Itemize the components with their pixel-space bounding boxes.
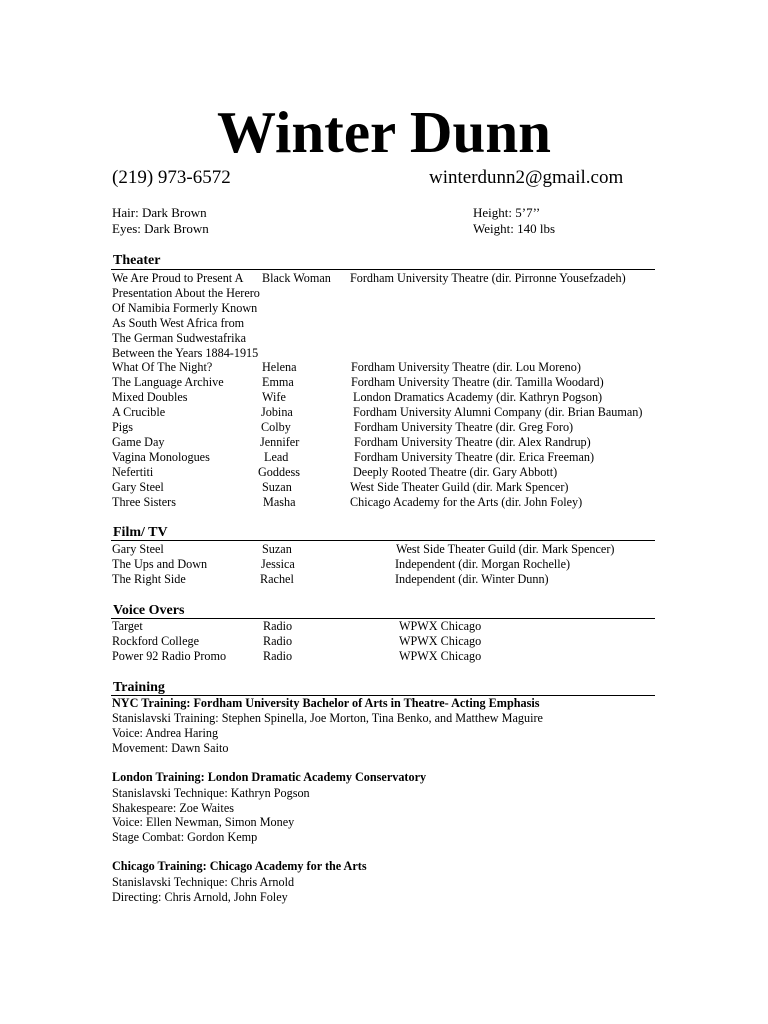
credit-company: WPWX Chicago <box>399 649 482 663</box>
theater-credit-row <box>0 480 768 495</box>
theater-credit-row <box>0 390 768 405</box>
credit-role: Suzan <box>262 542 292 556</box>
training-line: Stanislavski Training: Stephen Spinella, Joe Morton, Tina Benko, and Matthew Maguire <box>112 711 543 725</box>
credit-title: The Language Archive <box>112 375 224 389</box>
credit-title: Rockford College <box>112 634 199 648</box>
hair-color: Hair: Dark Brown <box>112 205 207 220</box>
theater-credit-row <box>0 465 768 480</box>
email-address: winterdunn2@gmail.com <box>429 167 624 188</box>
training-line: Voice: Andrea Haring <box>112 726 219 740</box>
credit-title: Three Sisters <box>112 495 176 509</box>
credit-company: WPWX Chicago <box>399 619 482 633</box>
training-line: Stanislavski Technique: Chris Arnold <box>112 875 295 889</box>
credit-role: Helena <box>262 360 297 374</box>
training-heading: NYC Training: Fordham University Bachelor of Arts in Theatre- Acting Emphasis <box>112 696 540 710</box>
credit-role: Emma <box>262 375 294 389</box>
credit-title: Power 92 Radio Promo <box>112 649 227 663</box>
credit-role: Colby <box>261 420 291 434</box>
credit-role: Lead <box>264 450 289 464</box>
credit-company: Fordham University Theatre (dir. Greg Foro) <box>354 420 574 434</box>
credit-company: West Side Theater Guild (dir. Mark Spencer) <box>350 480 569 494</box>
credit-title: What Of The Night? <box>112 360 213 374</box>
voice-credit-row <box>0 619 768 634</box>
theater-credit-row <box>0 360 768 375</box>
credit-company: Chicago Academy for the Arts (dir. John Foley) <box>350 495 583 509</box>
theater-credit-row <box>0 435 768 450</box>
credit-title-line: Between the Years 1884-1915 <box>112 346 259 360</box>
credit-company: Deeply Rooted Theatre (dir. Gary Abbott) <box>353 465 558 479</box>
film-credit-row <box>0 557 768 572</box>
credit-company: West Side Theater Guild (dir. Mark Spencer) <box>396 542 615 556</box>
credit-title-line: Of Namibia Formerly Known <box>112 301 258 315</box>
credit-role: Radio <box>263 634 293 648</box>
phone-number: (219) 973-6572 <box>112 167 231 188</box>
credit-role: Black Woman <box>262 271 331 285</box>
credit-title-line: The German Sudwestafrika <box>112 331 247 345</box>
training-line: Stanislavski Technique: Kathryn Pogson <box>112 786 310 800</box>
credit-company: Fordham University Theatre (dir. Alex Randrup) <box>354 435 591 449</box>
credit-company: Independent (dir. Winter Dunn) <box>395 572 549 586</box>
credit-role: Jessica <box>261 557 295 571</box>
voice-credit-row <box>0 649 768 664</box>
training-line: Directing: Chris Arnold, John Foley <box>112 890 288 904</box>
credit-title: A Crucible <box>112 405 166 419</box>
credit-company: Fordham University Alumni Company (dir. Brian Bauman) <box>353 405 643 419</box>
section-rule-theater <box>111 269 655 270</box>
credit-company: WPWX Chicago <box>399 634 482 648</box>
training-heading: London Training: London Dramatic Academy Conservatory <box>112 770 427 784</box>
section-title-training: Training <box>113 680 165 695</box>
credit-title: Gary Steel <box>112 480 164 494</box>
credit-title: Mixed Doubles <box>112 390 188 404</box>
section-title-voice-overs: Voice Overs <box>113 603 185 618</box>
credit-title: Game Day <box>112 435 165 449</box>
theater-credit-row <box>0 375 768 390</box>
resume-name: Winter Dunn <box>217 99 551 165</box>
credit-company: Fordham University Theatre (dir. Tamilla Woodard) <box>351 375 604 389</box>
credit-title-line: Presentation About the Herero <box>112 286 260 300</box>
voice-credit-row <box>0 634 768 649</box>
section-rule-film-tv <box>111 540 655 541</box>
weight: Weight: 140 lbs <box>473 221 556 236</box>
credit-title-line: As South West Africa from <box>112 316 245 330</box>
training-line: Movement: Dawn Saito <box>112 741 229 755</box>
section-title-film-tv: Film/ TV <box>113 525 168 540</box>
credit-title: Gary Steel <box>112 542 164 556</box>
section-title-theater: Theater <box>113 253 161 268</box>
training-heading: Chicago Training: Chicago Academy for the Arts <box>112 859 367 873</box>
film-credit-row <box>0 542 768 557</box>
credit-company: Fordham University Theatre (dir. Lou Moreno) <box>351 360 581 374</box>
credit-role: Radio <box>263 619 293 633</box>
credit-role: Masha <box>263 495 296 509</box>
credit-title: The Ups and Down <box>112 557 208 571</box>
credit-title: Pigs <box>112 420 134 434</box>
credit-role: Suzan <box>262 480 292 494</box>
theater-credit-row <box>0 450 768 465</box>
theater-credit-row <box>0 495 768 510</box>
credit-title-line: We Are Proud to Present A <box>112 271 244 285</box>
credit-title: Vagina Monologues <box>112 450 210 464</box>
training-line: Stage Combat: Gordon Kemp <box>112 830 258 844</box>
training-line: Shakespeare: Zoe Waites <box>112 801 234 815</box>
training-line: Voice: Ellen Newman, Simon Money <box>112 815 295 829</box>
credit-role: Jennifer <box>260 435 300 449</box>
credit-company: Fordham University Theatre (dir. Pirronne Yousefzadeh) <box>350 271 626 285</box>
credit-title: Nefertiti <box>112 465 154 479</box>
credit-role: Radio <box>263 649 293 663</box>
eye-color: Eyes: Dark Brown <box>112 221 209 236</box>
credit-role: Goddess <box>258 465 300 479</box>
height: Height: 5’7’’ <box>473 205 541 220</box>
credit-company: Independent (dir. Morgan Rochelle) <box>395 557 571 571</box>
credit-company: Fordham University Theatre (dir. Erica Freeman) <box>354 450 595 464</box>
credit-company: London Dramatics Academy (dir. Kathryn Pogson) <box>353 390 603 404</box>
credit-role: Rachel <box>260 572 294 586</box>
credit-role: Jobina <box>261 405 293 419</box>
film-credit-row <box>0 572 768 587</box>
theater-credit-row <box>0 405 768 420</box>
credit-title: Target <box>112 619 143 633</box>
credit-role: Wife <box>262 390 286 404</box>
credit-title: The Right Side <box>112 572 186 586</box>
theater-credit-row <box>0 420 768 435</box>
